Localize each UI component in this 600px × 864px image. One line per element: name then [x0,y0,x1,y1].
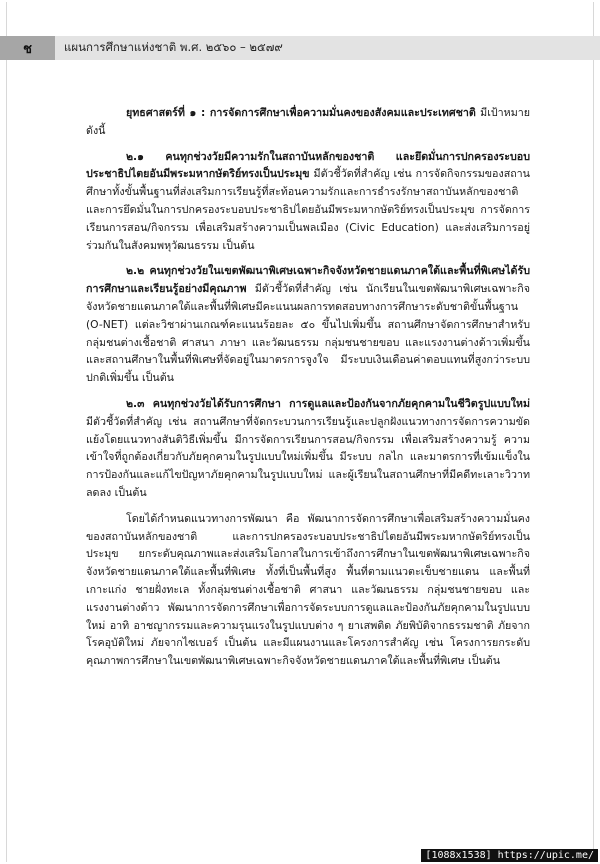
goal-text: มีตัวชี้วัดที่สำคัญ เช่น สถานศึกษาที่จัดกระบวนการเรียนรู้และปลูกฝังแนวทางการจัดการความขัดแย้งโดยแนวทางสันติวิธีเพิ่มขึ้น มีการจัดการเรียนการสอน/กิจกรรม เพื่อเสริมสร้างความรู้ ความเข้าใจที่ถูกต้องเกี่ยวกับภัยคุกคามในรูปแบบใหม่เพิ่มขึ้น มีระบบ กลไก และมาตรการที่เข้มแข็งในการป้องกันและแก้ไขปัญหาภัยคุกคามในรูปแบบใหม่ และผู้เรียนในสถานศึกษาที่มีคดีทะเลาะวิวาทลดลง เป็นต้น [86,414,530,499]
goal-paragraph [86,395,530,502]
strategy-subtitle: มีเป้าหมายดังนี้ [86,106,531,137]
page-number: ช [0,36,55,60]
goal-title: ๒.๒ คนทุกช่วงวัยในเขตพัฒนาพิเศษเฉพาะกิจจังหวัดชายแดนภาคใต้และพื้นที่พิเศษได้รับการศึกษาและเรียนรู้อย่างมีคุณภาพ [86,264,530,296]
page-body [86,104,530,678]
goal-paragraph [86,262,530,387]
goal-text: มีตัวชี้วัดที่สำคัญ เช่น การจัดกิจกรรมของสถานศึกษาทั้งขั้นพื้นฐานที่ส่งเสริมการเรียนรู้ที่สะท้อนความรักและการธำรงรักษาสถาบันหลักของชาติ และการยึดมั่นในการปกครองระบอบประชาธิปไตยอันมีพระมหากษัตริย์ทรงเป็นประมุข การจัดการเรียนการสอน/กิจกรรม เพื่อเสริมสร้างความเป็นพลเมือง (Civic Education) และส่งเสริมการอยู่ร่วมกันในสังคมพหุวัฒนธรรม เป็นต้น [86,167,530,252]
strategy-heading [86,104,530,140]
goal-text: มีตัวชี้วัดที่สำคัญ เช่น นักเรียนในเขตพัฒนาพิเศษเฉพาะกิจจังหวัดชายแดนภาคใต้และพื้นที่พิเศษมีคะแนนผลการทดสอบทางการศึกษาระดับชาติขั้นพื้นฐาน (O-NET) แต่ละวิชาผ่านเกณฑ์คะแนนร้อยละ ๕๐ ขึ้นไปเพิ่มขึ้น สถานศึกษาจัดการศึกษาสำหรับกลุ่มชนต่างเชื้อชาติ ศาสนา ภาษา และวัฒนธรรม กลุ่มชนชายขอบ และแรงงานต่างด้าวเพิ่มขึ้น และสถานศึกษาในพื้นที่พิเศษที่จัดอยู่ในมาตรการจูงใจ มีระบบเงินเดือนค่าตอบแทนที่สูงกว่าระบบปกติเพิ่มขึ้น เป็นต้น [86,282,530,385]
goal-title: ๒.๑ คนทุกช่วงวัยมีความรักในสถาบันหลักของชาติ และยึดมั่นการปกครองระบอบประชาธิปไตยอันมีพระมหากษัตริย์ทรงเป็นประมุข [86,149,530,181]
development-paragraph: โดยได้กำหนดแนวทางการพัฒนา คือ พัฒนาการจัดการศึกษาเพื่อเสริมสร้างความมั่นคงของสถาบันหลักของชาติ และการปกครองระบอบประชาธิปไตยอันมีพระมหากษัตริย์ทรงเป็นประมุข ยกระดับคุณภาพและส่งเสริมโอกาสในการเข้าถึงการศึกษาในเขตพัฒนาพิเศษเฉพาะกิจจังหวัดชายแดนภาคใต้และพื้นที่พิเศษ ทั้งที่เป็นพื้นที่สูง พื้นที่ตามแนวตะเข็บชายแดน และพื้นที่เกาะแก่ง ชายฝั่งทะเล ทั้งกลุ่มชนต่างเชื้อชาติ ศาสนา และวัฒนธรรม กลุ่มชนชายขอบ และแรงงานต่างด้าว พัฒนาการจัดการศึกษาเพื่อการจัดระบบการดูแลและป้องกันภัยคุกคามในรูปแบบใหม่ อาทิ อาชญากรรมและความรุนแรงในรูปแบบต่าง ๆ ยาเสพติด ภัยพิบัติจากธรรมชาติ ภัยจากโรคอุบัติใหม่ ภัยจากไซเบอร์ เป็นต้น และมีแผนงานและโครงการสำคัญ เช่น โครงการยกระดับคุณภาพการศึกษาในเขตพัฒนาพิเศษเฉพาะกิจจังหวัดชายแดนภาคใต้และพื้นที่พิเศษ เป็นต้น [86,511,530,668]
strategy-title: ยุทธศาสตร์ที่ ๑ : การจัดการศึกษาเพื่อความมั่นคงของสังคมและประเทศชาติ [126,106,476,119]
goal-title: ๒.๓ คนทุกช่วงวัยได้รับการศึกษา การดูแลและป้องกันจากภัยคุกคามในชีวิตรูปแบบใหม่ [126,396,530,410]
running-header [0,36,600,60]
goal-paragraph [86,148,530,255]
running-title: แผนการศึกษาแห่งชาติ พ.ศ. ๒๕๖๐ – ๒๕๗๙ [64,40,283,54]
image-source-stamp: [1088x1538] https://upic.me/ [421,849,598,862]
